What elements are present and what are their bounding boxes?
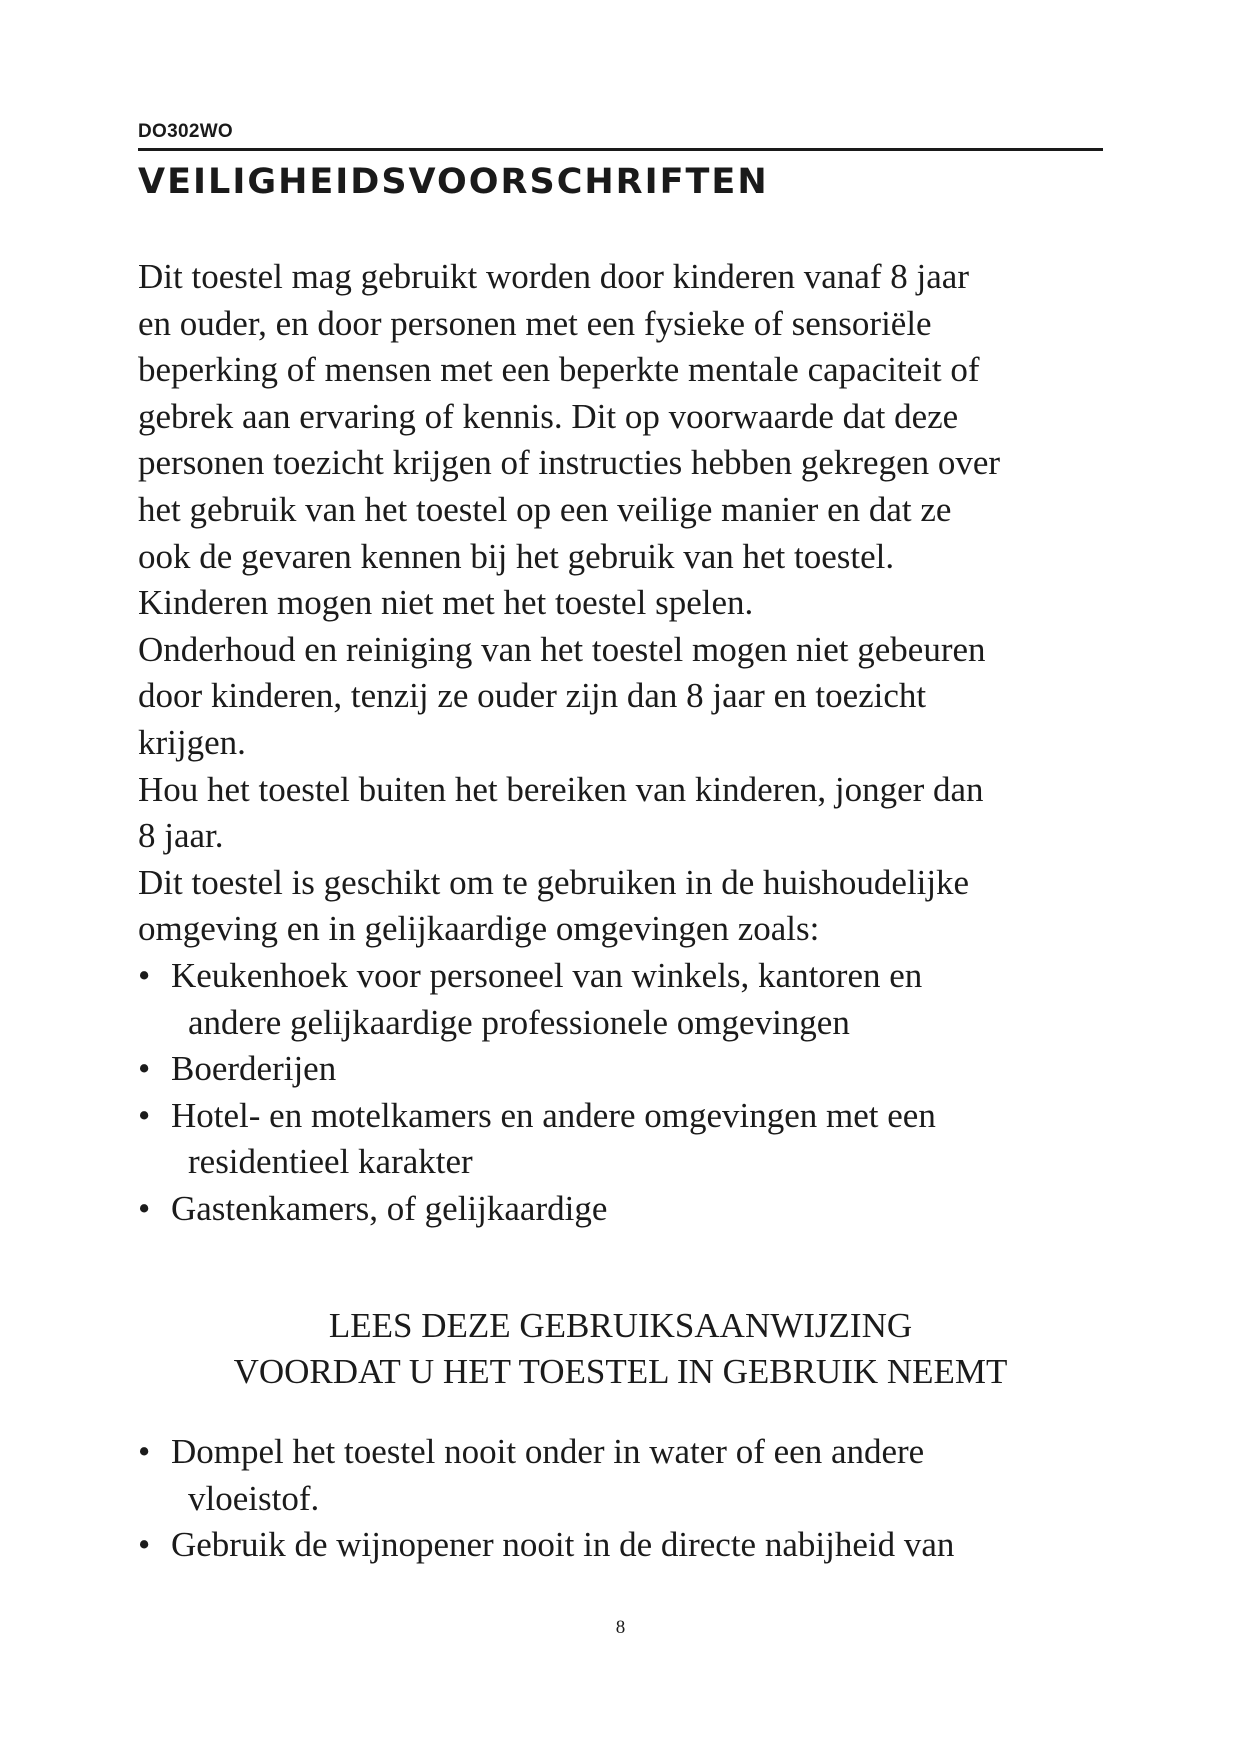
intro-line: omgeving en in gelijkaardige omgevingen zoals: bbox=[138, 909, 820, 949]
bullet-icon: • bbox=[138, 955, 151, 995]
list-item bbox=[138, 1093, 1108, 1186]
notice-line: LEES DEZE GEBRUIKSAANWIJZING bbox=[328, 1306, 913, 1345]
intro-line: 8 jaar. bbox=[138, 816, 224, 856]
list-item bbox=[138, 953, 1108, 1046]
list-item-text: Hotel- en motelkamers en andere omgevingen met een bbox=[171, 1095, 936, 1135]
list-item-text: Gastenkamers, of gelijkaardige bbox=[171, 1188, 608, 1228]
page-number: 8 bbox=[615, 1617, 626, 1638]
list-item bbox=[138, 1522, 1108, 1569]
intro-line: en ouder, en door personen met een fysieke of sensoriële bbox=[138, 303, 932, 343]
intro-line: gebrek aan ervaring of kennis. Dit op voorwaarde dat deze bbox=[138, 396, 959, 436]
notice-line: VOORDAT U HET TOESTEL IN GEBRUIK NEEMT bbox=[233, 1352, 1008, 1391]
intro-line: Hou het toestel buiten het bereiken van kinderen, jonger dan bbox=[138, 769, 984, 809]
intro-line: beperking of mensen met een beperkte mentale capaciteit of bbox=[138, 350, 980, 390]
intro-line: het gebruik van het toestel op een veilige manier en dat ze bbox=[138, 489, 952, 529]
bullet-icon: • bbox=[138, 1525, 151, 1565]
intro-line: Dit toestel is geschikt om te gebruiken in de huishoudelijke bbox=[138, 862, 970, 902]
intro-line: krijgen. bbox=[138, 722, 246, 762]
list-item-continuation: vloeistof. bbox=[188, 1478, 320, 1518]
environment-list bbox=[138, 953, 1108, 1233]
intro-line: personen toezicht krijgen of instructies hebben gekregen over bbox=[138, 443, 1001, 483]
intro-line: door kinderen, tenzij ze ouder zijn dan 8 jaar en toezicht bbox=[138, 676, 927, 716]
safety-list bbox=[138, 1429, 1108, 1569]
list-item-continuation: residentieel karakter bbox=[188, 1142, 473, 1182]
header-rule bbox=[138, 148, 1103, 151]
list-item-continuation: andere gelijkaardige professionele omgevingen bbox=[188, 1002, 850, 1042]
list-item-text: Keukenhoek voor personeel van winkels, kantoren en bbox=[171, 955, 923, 995]
bullet-icon: • bbox=[138, 1095, 151, 1135]
list-item-text: Dompel het toestel nooit onder in water of een andere bbox=[171, 1432, 925, 1471]
list-item bbox=[138, 1429, 1108, 1522]
page-title: VEILIGHEIDSVOORSCHRIFTEN bbox=[138, 162, 769, 202]
intro-line: Dit toestel mag gebruikt worden door kinderen vanaf 8 jaar bbox=[138, 257, 969, 296]
bullet-icon: • bbox=[138, 1432, 151, 1471]
model-number: DO302WO bbox=[138, 121, 234, 142]
read-instructions-notice bbox=[138, 1303, 1103, 1395]
intro-section bbox=[138, 254, 1108, 1232]
intro-line: Kinderen mogen niet met het toestel spelen. bbox=[138, 583, 754, 623]
list-item bbox=[138, 1046, 1108, 1093]
safety-section bbox=[138, 1429, 1108, 1569]
list-item bbox=[138, 1186, 1108, 1233]
bullet-icon: • bbox=[138, 1049, 151, 1089]
list-item-text: Gebruik de wijnopener nooit in de directe nabijheid van bbox=[171, 1525, 955, 1565]
list-item-text: Boerderijen bbox=[171, 1049, 337, 1089]
intro-line: ook de gevaren kennen bij het gebruik van het toestel. bbox=[138, 536, 895, 576]
bullet-icon: • bbox=[138, 1188, 151, 1228]
intro-line: Onderhoud en reiniging van het toestel mogen niet gebeuren bbox=[138, 629, 986, 669]
